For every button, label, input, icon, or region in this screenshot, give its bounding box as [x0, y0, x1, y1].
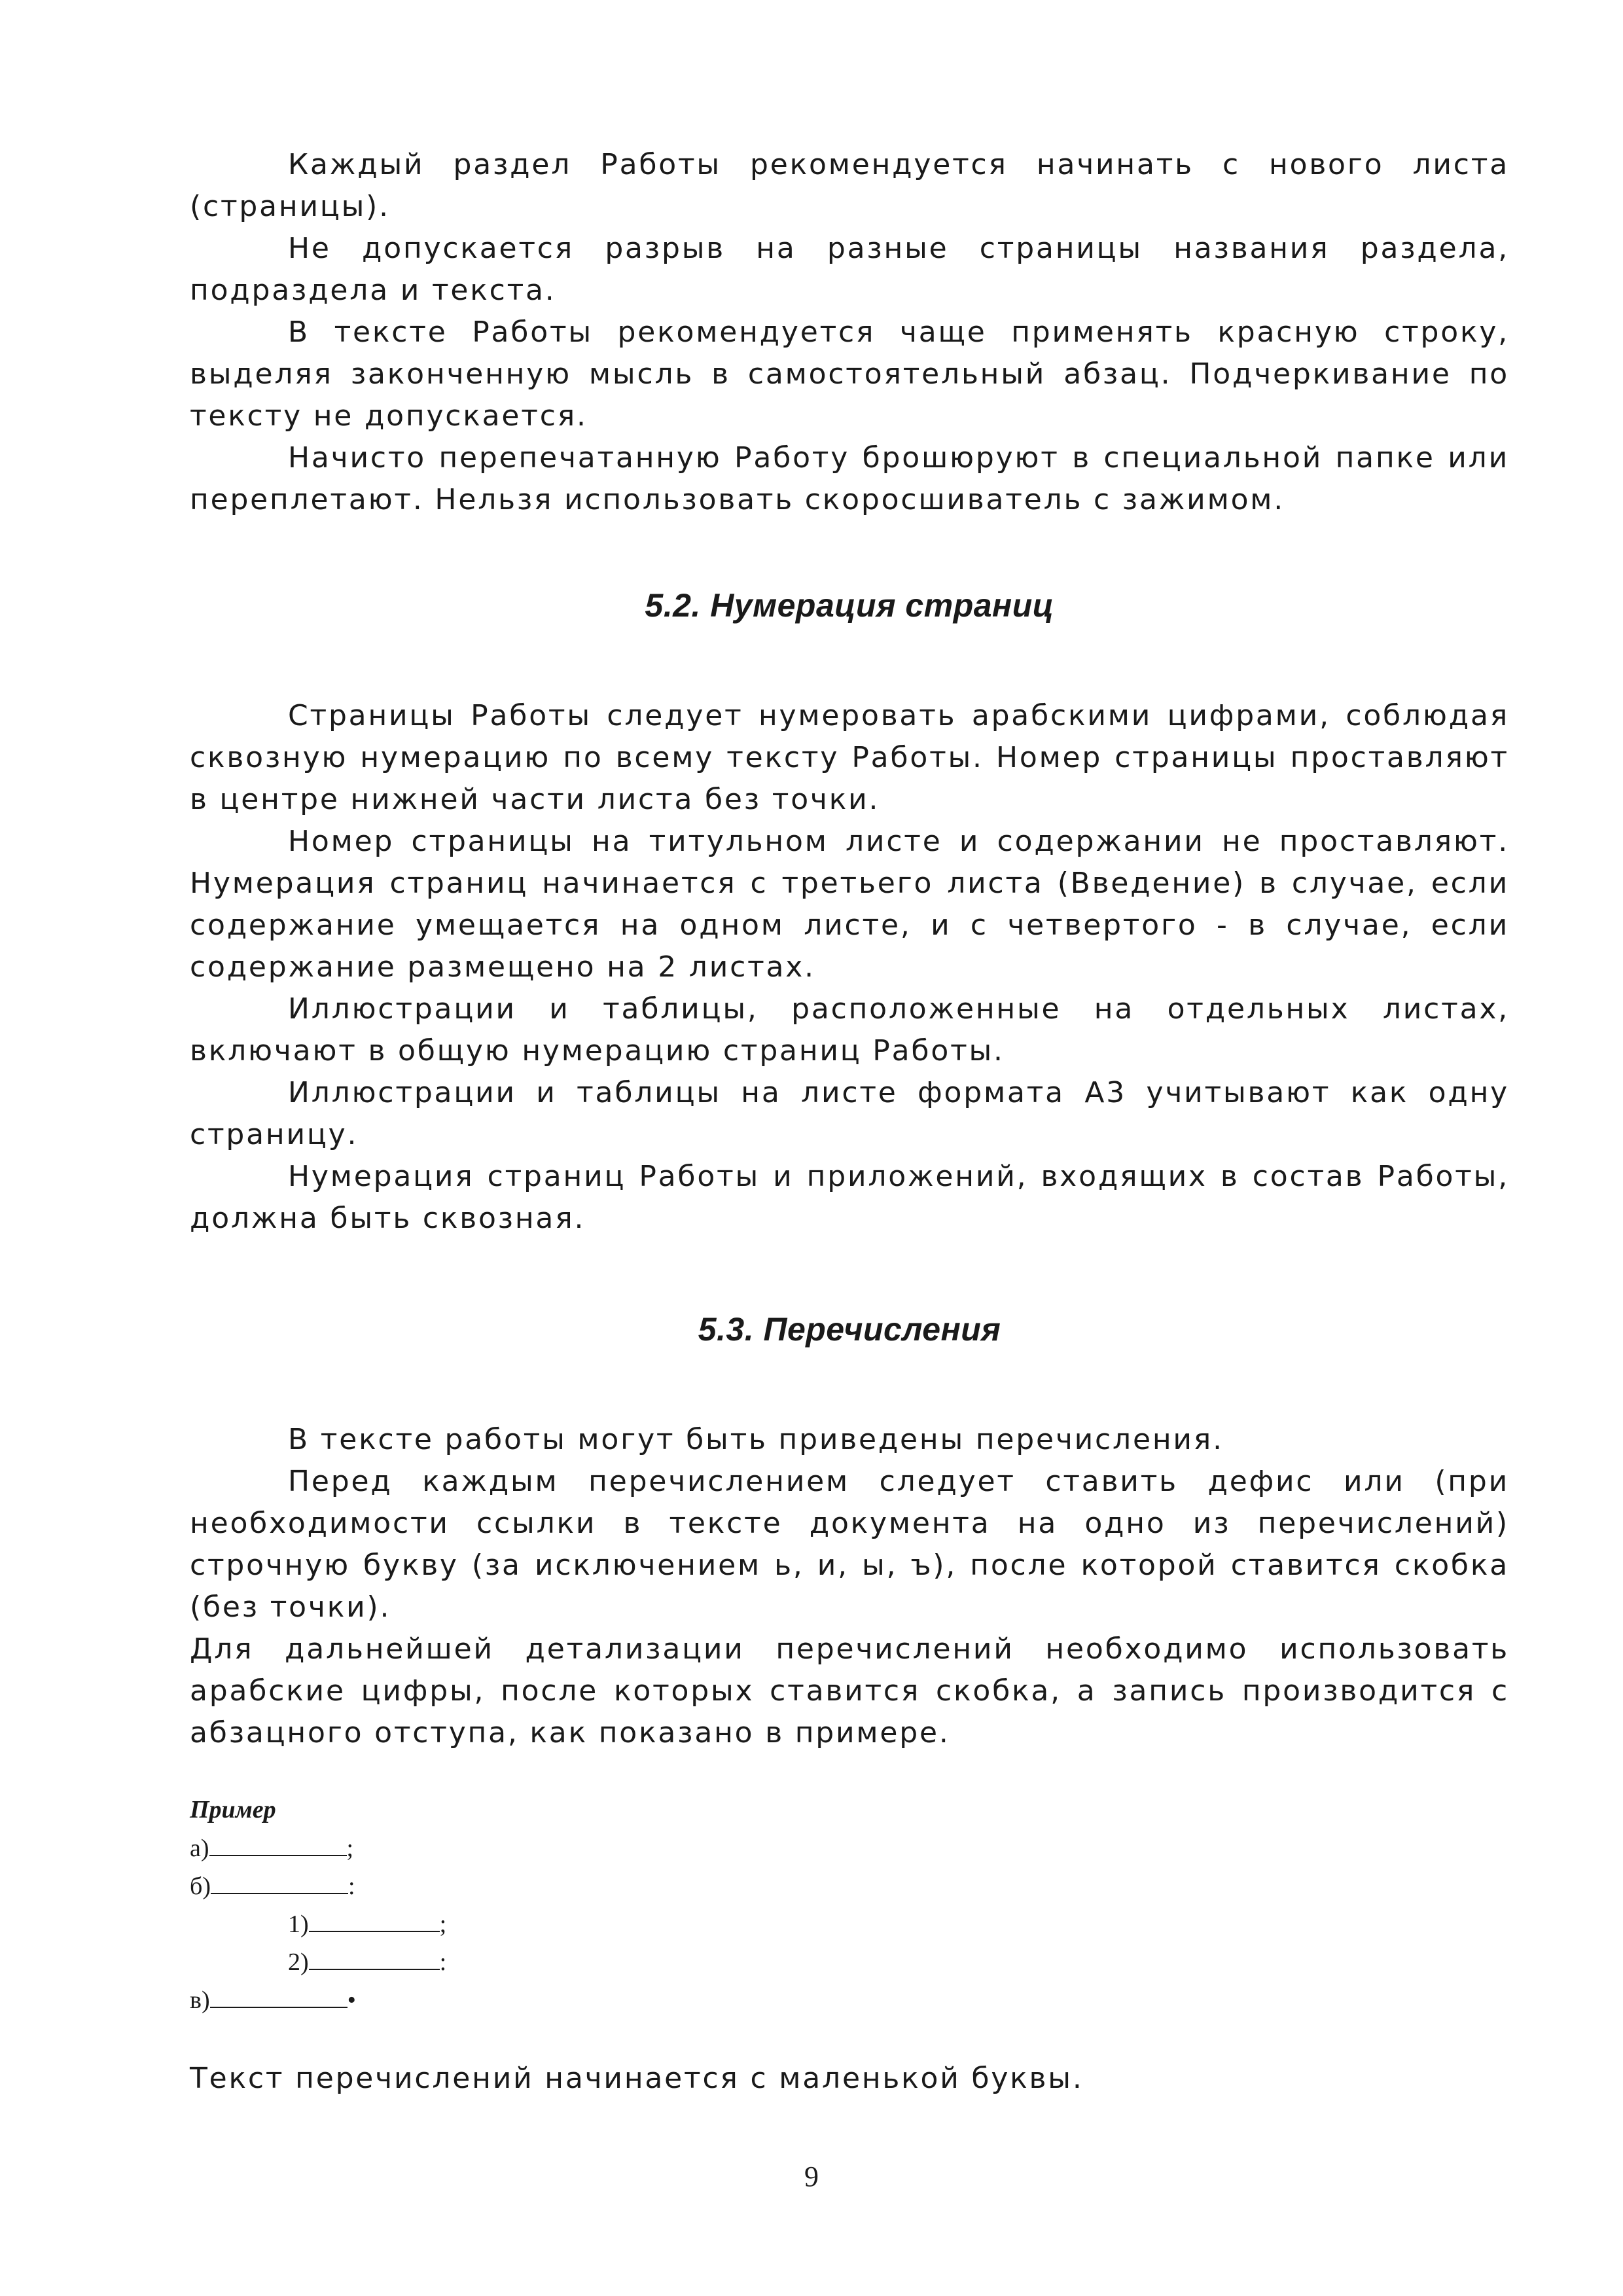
paragraph: Текст перечислений начинается с маленькой буквы. — [190, 2062, 1084, 2095]
paragraph: В тексте работы могут быть приведены перечисления. — [288, 1423, 1224, 1456]
paragraph: Перед каждым перечислением следует ставить дефис или (при необходимости ссылки в тексте документа на одно из перечислений) строчную букву (за исключением ь, и, ы, ъ), после которой ставится скобка (без точки). — [190, 1465, 1509, 1624]
list-item — [190, 1867, 1509, 1905]
paragraph: Номер страницы на титульном листе и содержании не проставляют. Нумерация страниц начинается с третьего листа (Введение) в случае, если содержание умещается на одном листе, и с четвертого - в случае, если содержание размещено на 2 листах. — [190, 825, 1509, 984]
paragraph: Иллюстрации и таблицы на листе формата А3 учитывают как одну страницу. — [190, 1076, 1509, 1151]
example-block — [190, 1791, 1509, 2018]
list-end: • — [347, 1986, 356, 2014]
list-label: а) — [190, 1835, 209, 1862]
paragraph: Иллюстрации и таблицы, расположенные на отдельных листах, включают в общую нумерацию страниц Работы. — [190, 992, 1509, 1067]
list-label: б) — [190, 1873, 211, 1900]
list-end: ; — [439, 1910, 447, 1938]
blank-line — [309, 1943, 440, 1970]
blank-line — [210, 1981, 348, 2008]
list-end: ; — [346, 1835, 354, 1862]
paragraph: Нумерация страниц Работы и приложений, входящих в состав Работы, должна быть сквозная. — [190, 1160, 1509, 1235]
list-item — [190, 1981, 1509, 2018]
example-title: Пример — [190, 1796, 276, 1823]
list-item — [190, 1943, 1509, 1981]
blank-line — [209, 1829, 347, 1856]
list-label: 1) — [288, 1910, 309, 1938]
paragraph: Страницы Работы следует нумеровать арабскими цифрами, соблюдая сквозную нумерацию по всему тексту Работы. Номер страницы проставляют в центре нижней части листа без точки. — [190, 699, 1509, 816]
paragraph: Не допускается разрыв на разные страницы названия раздела, подраздела и текста. — [190, 232, 1509, 307]
paragraph: Начисто перепечатанную Работу брошюруют в специальной папке или переплетают. Нельзя использовать скоросшиватель с зажимом. — [190, 441, 1509, 516]
list-item — [190, 1829, 1509, 1867]
section-heading-5-3: 5.3. Перечисления — [698, 1311, 1001, 1348]
page-number: 9 — [804, 2161, 819, 2193]
section-heading-5-2: 5.2. Нумерация страниц — [645, 587, 1054, 624]
list-end: : — [439, 1948, 447, 1976]
paragraph: Для дальнейшей детализации перечислений необходимо использовать арабские цифры, после которых ставится скобка, а запись производится с абзацного отступа, как показано в примере. — [190, 1632, 1509, 1749]
blank-line — [309, 1905, 440, 1932]
list-label: 2) — [288, 1948, 309, 1976]
paragraph: В тексте Работы рекомендуется чаще применять красную строку, выделяя законченную мысль в самостоятельный абзац. Подчеркивание по тексту не допускается. — [190, 315, 1509, 433]
list-end: : — [348, 1873, 355, 1900]
paragraph: Каждый раздел Работы рекомендуется начинать с нового листа (страницы). — [190, 148, 1509, 223]
blank-line — [211, 1867, 348, 1894]
list-label: в) — [190, 1986, 210, 2014]
document-page — [190, 144, 1509, 2100]
list-item — [190, 1905, 1509, 1943]
